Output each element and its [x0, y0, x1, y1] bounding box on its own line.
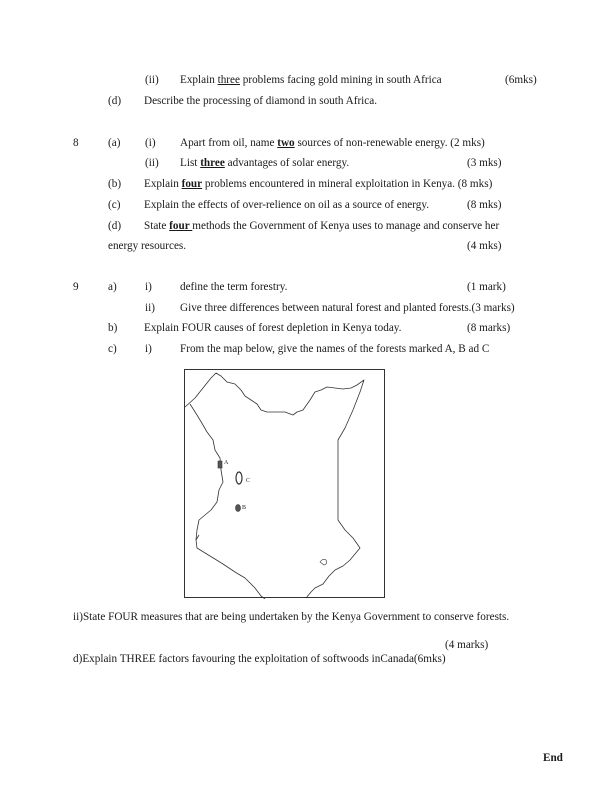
- emphasis: three: [217, 74, 240, 86]
- q8-c-text: Explain the effects of over-relience on oil as a source of energy.: [144, 199, 430, 211]
- text: Apart from oil, name: [180, 137, 278, 149]
- emphasis: two: [277, 137, 295, 149]
- q9-c-label: c): [108, 343, 117, 355]
- text: List: [180, 157, 201, 169]
- q7-d-text: Describe the processing of diamond in south Africa.: [144, 95, 378, 107]
- map-label-a: A: [224, 460, 229, 466]
- q8-b-label: (b): [108, 178, 122, 190]
- q9-b-marks: (8 marks): [467, 322, 511, 334]
- q8-a-ii-text: [180, 157, 349, 170]
- q7-d-label: (d): [108, 95, 122, 107]
- q9-d-text: d)Explain THREE factors favouring the exploitation of softwoods inCanada(6mks): [73, 653, 446, 665]
- q9-a-i-marks: (1 mark): [467, 281, 506, 293]
- q8-a-ii-marks: (3 mks): [467, 157, 502, 169]
- text: sources of non-renewable energy. (2 mks): [294, 137, 485, 149]
- map-label-c: C: [246, 478, 251, 484]
- kenya-map: [184, 369, 385, 598]
- q8-c-marks: (8 mks): [467, 199, 502, 211]
- q8-d-marks: (4 mks): [467, 240, 502, 252]
- q7-c-ii-text: [180, 74, 442, 87]
- q9-a-ii-text: Give three differences between natural forest and planted forests.(3 marks): [180, 302, 515, 314]
- q9-a-i-text: define the term forestry.: [180, 281, 288, 293]
- text: Explain: [180, 74, 218, 86]
- q8-a-i-label: (i): [145, 137, 156, 149]
- q8-b-text: [144, 178, 492, 191]
- emphasis: three: [200, 157, 225, 169]
- q8-d-text: [144, 220, 499, 233]
- q9-b-label: b): [108, 322, 118, 334]
- emphasis: four: [181, 178, 203, 190]
- q7-c-ii-label: (ii): [145, 74, 159, 86]
- text: problems encountered in mineral exploitation in Kenya. (8 mks): [202, 178, 493, 190]
- q9-c-ii-text: ii)State FOUR measures that are being undertaken by the Kenya Government to conserve forests.: [73, 611, 510, 623]
- text: advantages of solar energy.: [224, 157, 350, 169]
- q9-c-i-text: From the map below, give the names of the forests marked A, B ad C: [180, 343, 490, 355]
- forest-a-shape: [218, 461, 222, 468]
- map-label-b: B: [242, 505, 247, 511]
- q8-d-label: (d): [108, 220, 122, 232]
- kenya-outline-icon: [185, 370, 386, 599]
- q8-c-label: (c): [108, 199, 121, 211]
- q8-a-label: (a): [108, 137, 121, 149]
- emphasis: four: [169, 220, 193, 232]
- q9-a-label: a): [108, 281, 117, 293]
- q8-d-continuation: energy resources.: [108, 240, 187, 252]
- q7-c-ii-marks: (6mks): [505, 74, 537, 86]
- text: methods the Government of Kenya uses to manage and conserve her: [192, 220, 500, 232]
- q9-a-ii-label: ii): [145, 302, 155, 314]
- q9-a-i-label: i): [145, 281, 152, 293]
- q8-number: 8: [73, 137, 79, 149]
- q9-c-i-label: i): [145, 343, 152, 355]
- text: problems facing gold mining in south Africa: [239, 74, 442, 86]
- q9-number: 9: [73, 281, 79, 293]
- text: Explain: [144, 178, 182, 190]
- text: State: [144, 220, 170, 232]
- q9-c-ii-marks: (4 marks): [445, 639, 489, 651]
- end-marker: End: [543, 752, 563, 764]
- q8-a-ii-label: (ii): [145, 157, 159, 169]
- q8-a-i-text: [180, 137, 485, 150]
- q9-b-text: Explain FOUR causes of forest depletion in Kenya today.: [144, 322, 402, 334]
